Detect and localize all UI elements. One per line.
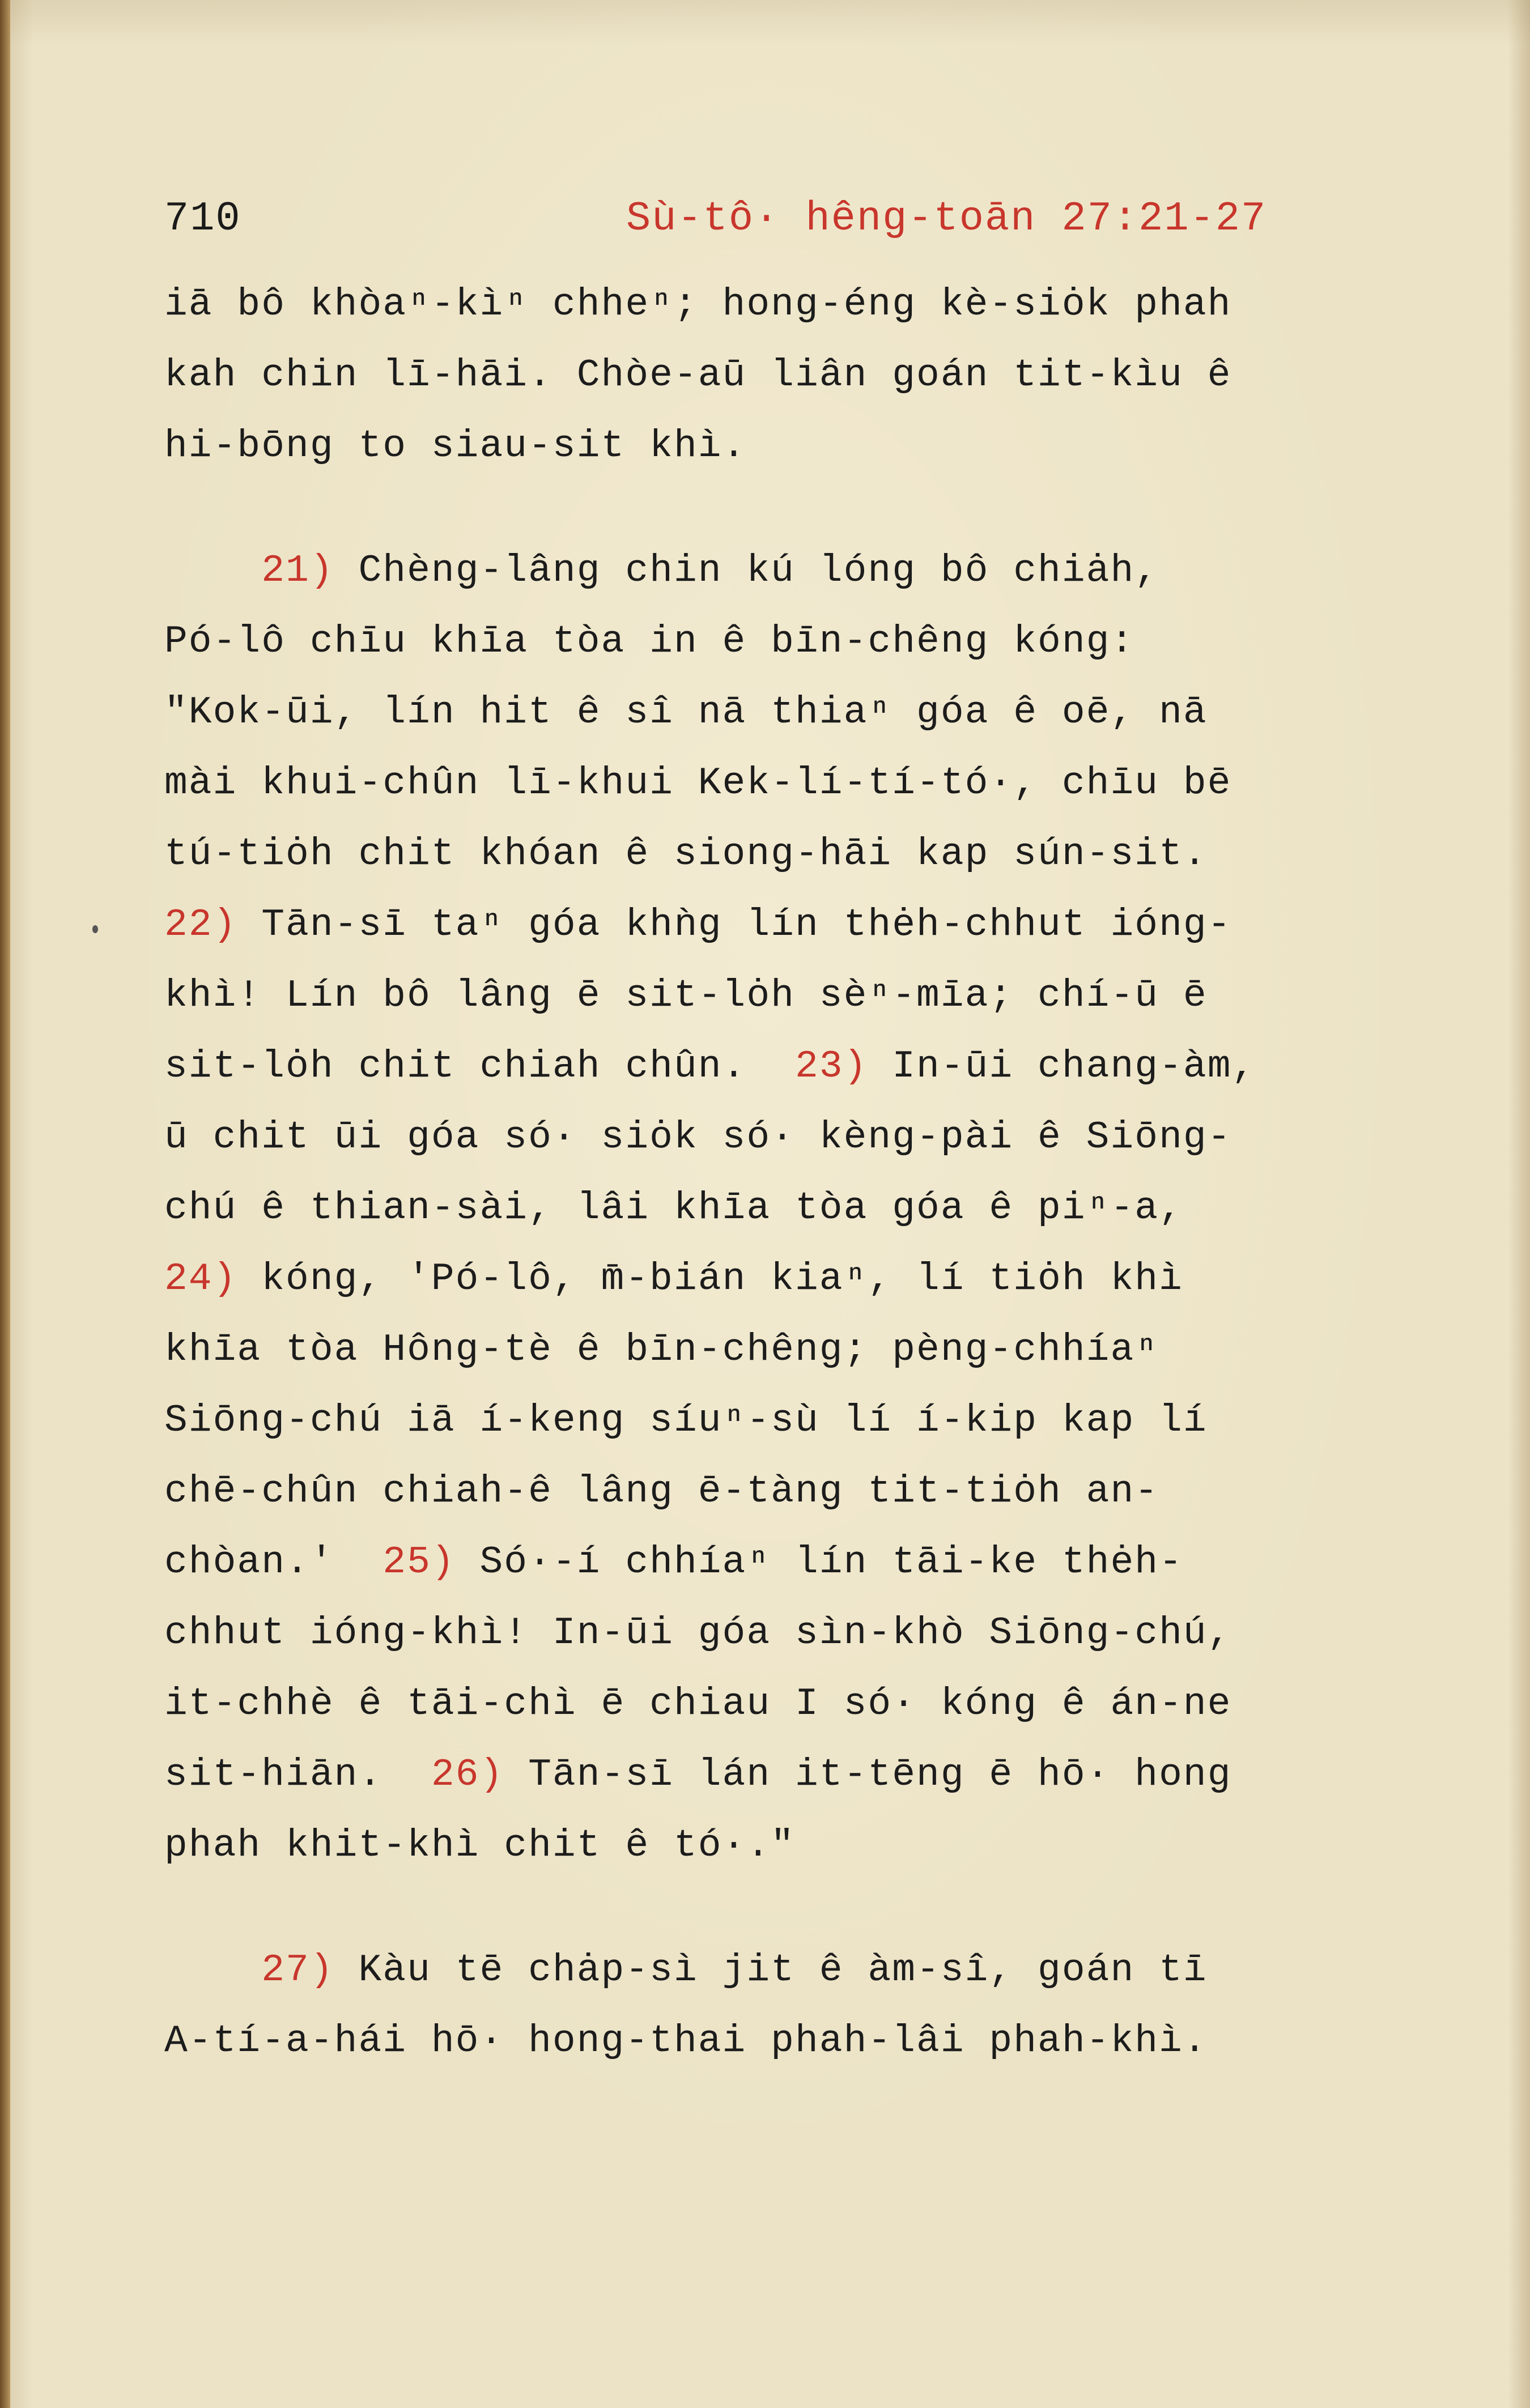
- text-segment: Pó-lô chīu khīa tòa in ê bīn-chêng kóng:: [164, 620, 1135, 663]
- text-segment: Kàu tē chȧp-sì jit ê àm-sî, goán tī: [334, 1948, 1208, 1992]
- text-line: [164, 1669, 1428, 1739]
- text-segment: Tān-sī lán it-tēng ē hō· hong: [504, 1753, 1232, 1797]
- text-segment: Chèng-lâng chin kú lóng bô chiȧh,: [334, 549, 1159, 593]
- verse-number: 25): [382, 1541, 456, 1584]
- text-segment: sit-hiān.: [164, 1753, 431, 1797]
- text-segment: kah chin lī-hāi. Chòe-aū liân goán tit-kìu ê: [164, 354, 1232, 397]
- text-line: [164, 1385, 1428, 1456]
- text-segment: tú-tiȯh chit khóan ê siong-hāi kap sún-sit.: [164, 832, 1208, 876]
- verse-number: 23): [794, 1045, 868, 1088]
- text-segment: Siōng-chú iā í-keng síuⁿ-sù lí í-kip kap lí: [164, 1399, 1208, 1443]
- text-line: [164, 1739, 1428, 1810]
- text-line: [164, 1527, 1428, 1598]
- text-segment: khì! Lín bô lâng ē sit-lȯh sèⁿ-mīa; chí-ū ē: [164, 974, 1208, 1018]
- text-segment: A-tí-a-hái hō· hong-thai phah-lâi phah-khì.: [164, 2019, 1208, 2063]
- text-line: [164, 535, 1428, 606]
- text-segment: chòan.': [164, 1541, 383, 1584]
- page-header: [164, 195, 1326, 258]
- page-edge-shadow: [0, 0, 10, 2408]
- text-segment: mài khui-chûn lī-khui Kek-lí-tí-tó·, chīu bē: [164, 761, 1232, 805]
- text-line: [164, 411, 1428, 482]
- text-line: [164, 606, 1428, 677]
- text-line: [164, 1810, 1428, 1881]
- text-segment: sit-lȯh chit chiah chûn.: [164, 1045, 795, 1088]
- text-segment: it-chhè ê tāi-chì ē chiau I só· kóng ê án-ne: [164, 1682, 1232, 1726]
- text-segment: Só·-í chhíaⁿ lín tāi-ke thėh-: [455, 1541, 1183, 1584]
- page-number: 710: [164, 195, 241, 242]
- margin-mark: [92, 925, 98, 933]
- text-line: [164, 1244, 1428, 1314]
- text-segment: "Kok-ūi, lín hit ê sî nā thiaⁿ góa ê oē, nā: [164, 691, 1208, 734]
- text-line: [164, 890, 1428, 960]
- paragraph-gap: [164, 482, 1428, 535]
- text-line: [164, 1173, 1428, 1244]
- text-line: [164, 1598, 1428, 1669]
- verse-number: 22): [164, 903, 237, 947]
- text-line: [164, 269, 1428, 340]
- text-segment: ū chit ūi góa só· siȯk só· kèng-pài ê Siōng-: [164, 1116, 1232, 1159]
- verse-number: 24): [164, 1257, 237, 1301]
- verse-number: 21): [261, 549, 334, 593]
- text-segment: In-ūi chang-àm,: [868, 1045, 1256, 1088]
- text-segment: chú ê thian-sài, lâi khīa tòa góa ê piⁿ-a,: [164, 1186, 1183, 1230]
- verse-number: 26): [431, 1753, 504, 1797]
- verse-number: 27): [261, 1948, 334, 1992]
- text-segment: [164, 1948, 261, 1992]
- paragraph-gap: [164, 1881, 1428, 1935]
- text-segment: Tān-sī taⁿ góa khǹg lín thėh-chhut ióng-: [237, 903, 1232, 947]
- text-line: [164, 2006, 1428, 2077]
- running-head: Sù-tô· hêng-toān 27:21-27: [626, 195, 1267, 242]
- text-segment: khīa tòa Hông-tè ê bīn-chêng; pèng-chhíaⁿ: [164, 1328, 1159, 1372]
- body-text: [164, 269, 1428, 2077]
- text-segment: kóng, 'Pó-lô, m̄-bián kiaⁿ, lí tiȯh khì: [237, 1257, 1183, 1301]
- text-line: [164, 1102, 1428, 1173]
- text-segment: iā bô khòaⁿ-kìⁿ chheⁿ; hong-éng kè-siȯk phah: [164, 283, 1232, 326]
- text-line: [164, 1935, 1428, 2006]
- text-segment: chē-chûn chiah-ê lâng ē-tàng tit-tiȯh an-: [164, 1470, 1159, 1513]
- text-line: [164, 340, 1428, 411]
- text-segment: chhut ióng-khì! In-ūi góa sìn-khò Siōng-chú,: [164, 1611, 1232, 1655]
- text-line: [164, 819, 1428, 890]
- text-line: [164, 1314, 1428, 1385]
- text-segment: hi-bōng to siau-sit khì.: [164, 424, 747, 468]
- text-segment: phah khit-khì chit ê tó·.": [164, 1824, 795, 1867]
- text-line: [164, 748, 1428, 819]
- text-line: [164, 677, 1428, 748]
- text-line: [164, 1031, 1428, 1102]
- text-line: [164, 1456, 1428, 1527]
- text-line: [164, 960, 1428, 1031]
- text-segment: [164, 549, 261, 593]
